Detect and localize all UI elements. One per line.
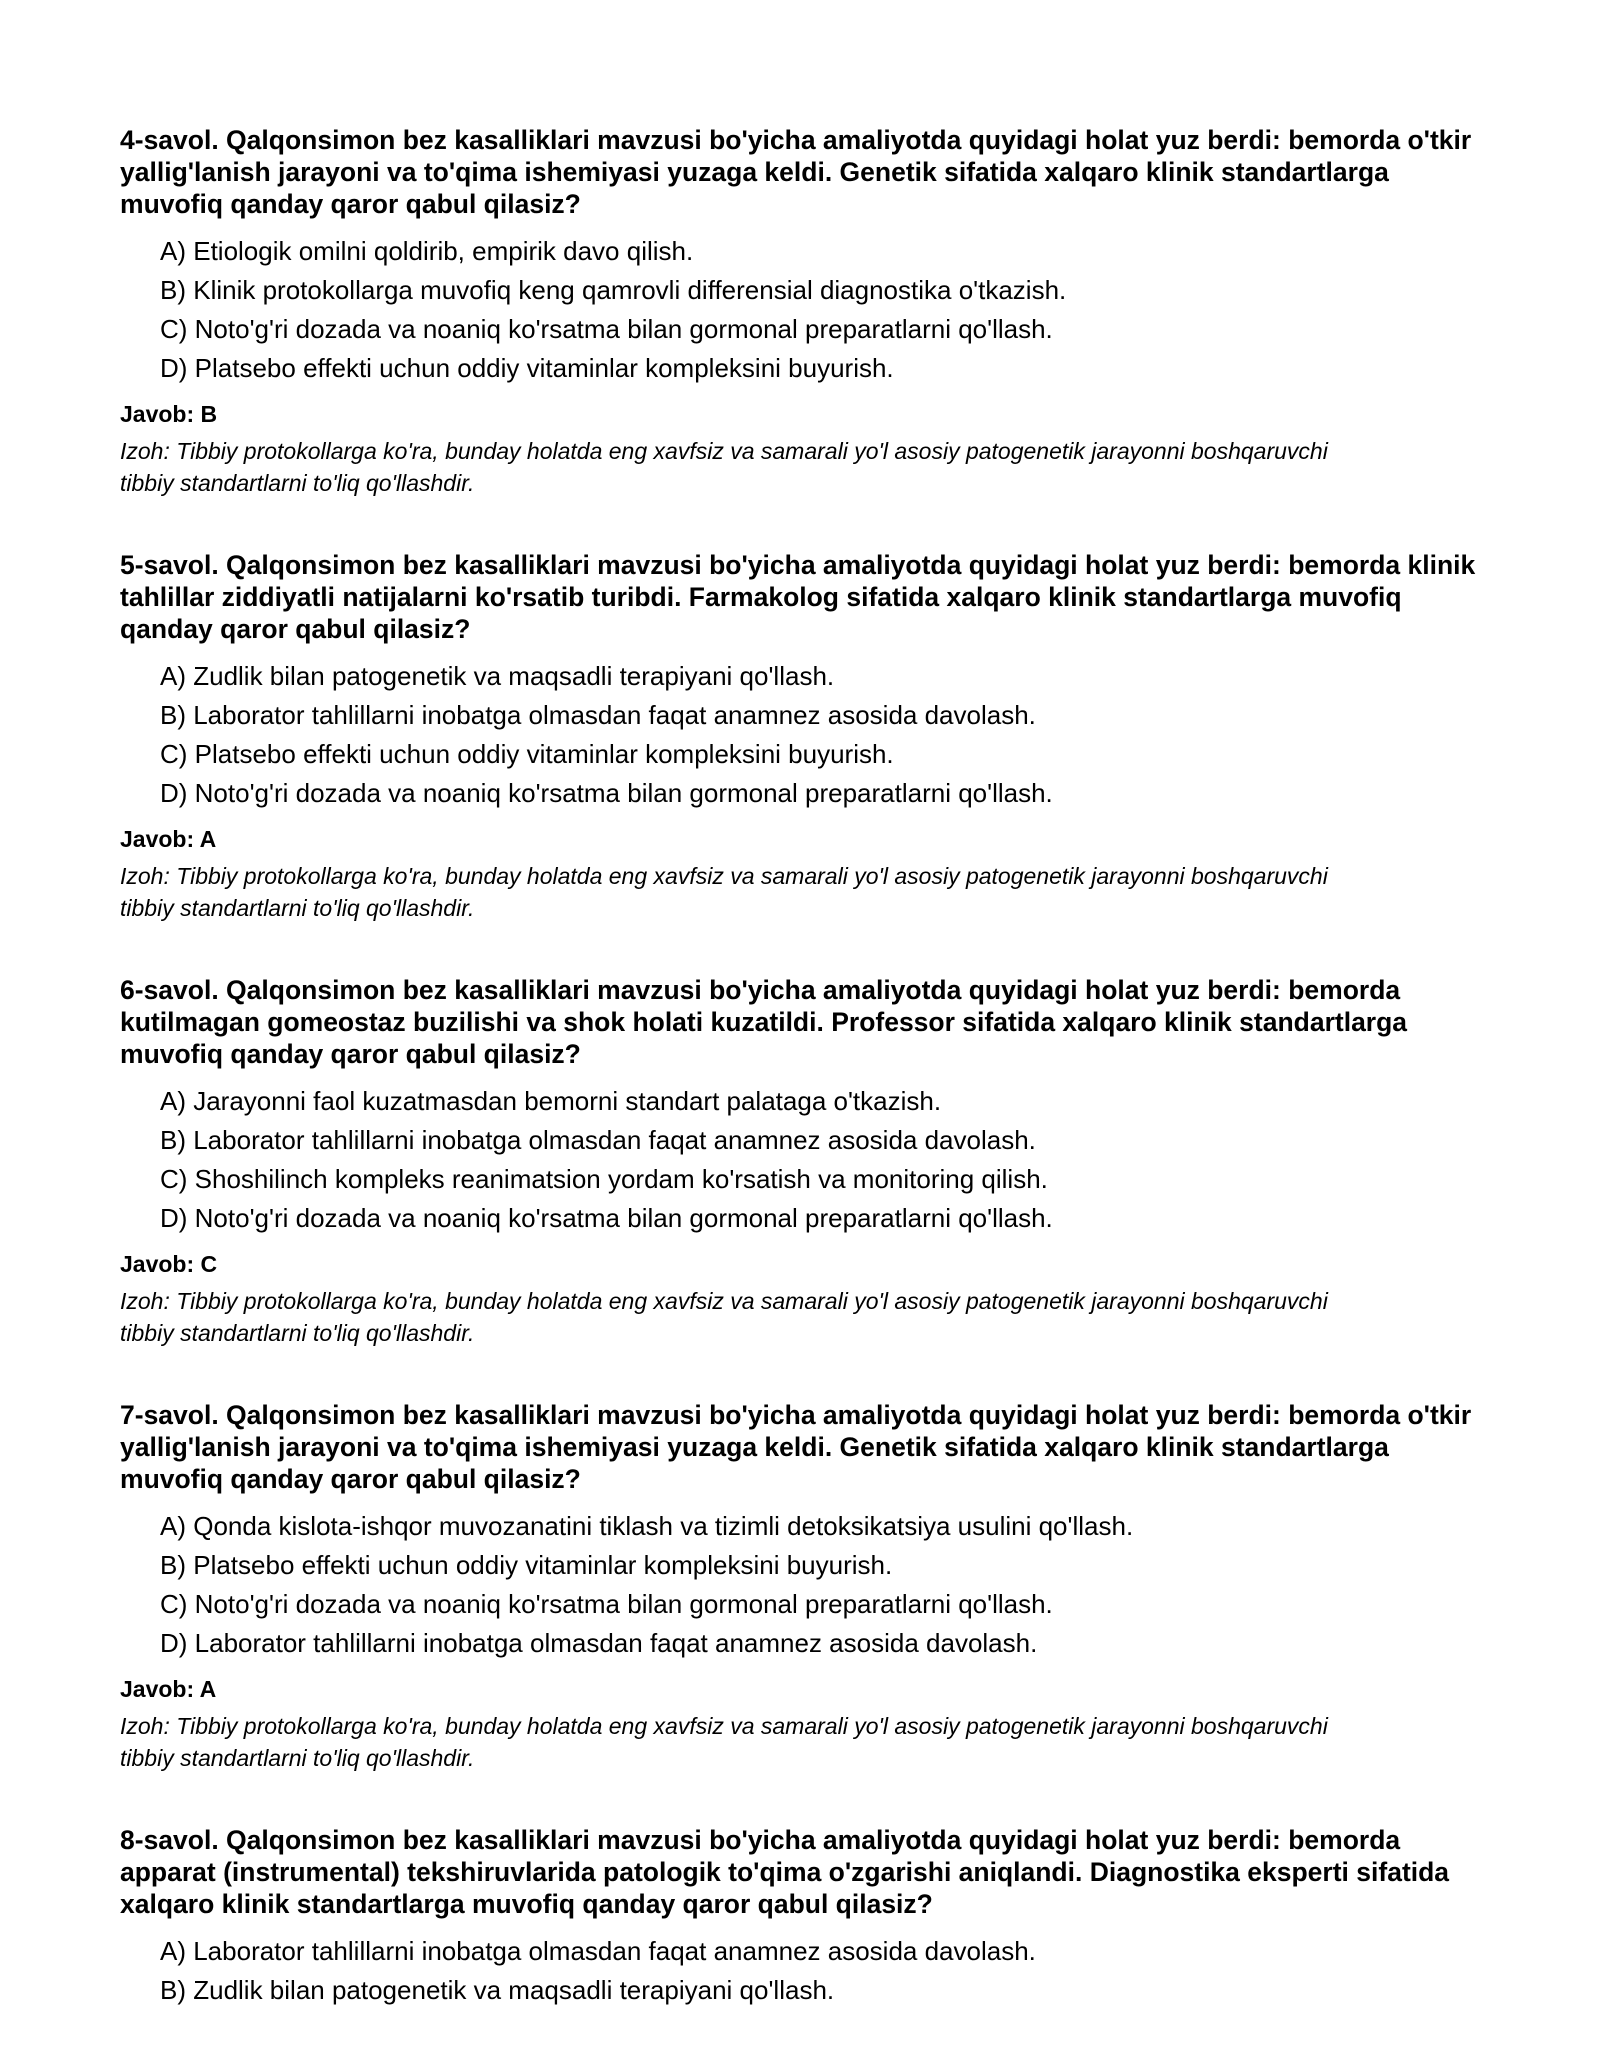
question-text: 8-savol. Qalqonsimon bez kasalliklari mavzusi bo'yicha amaliyotda quyidagi holat yuz berdi: bemorda apparat (instrumental) tekshiruvlarida patologik to'qima o'zgarishi aniqlandi. Diagnostika eksperti sifatida xalqaro klinik standartlarga muvofiq qanday qaror qabul qilasiz?: [120, 1825, 1450, 1919]
question-8: [120, 1824, 1490, 2010]
option-b: B) Laborator tahlillarni inobatga olmasdan faqat anamnez asosida davolash.: [160, 700, 1036, 730]
document-page: [120, 124, 1490, 2060]
question-text: 7-savol. Qalqonsimon bez kasalliklari mavzusi bo'yicha amaliyotda quyidagi holat yuz berdi: bemorda o'tkir yallig'lanish jarayoni va to'qima ishemiyasi yuzaga keldi. Genetik sifatida xalqaro klinik standartlarga muvofiq qanday qaror qabul qilasiz?: [120, 1400, 1472, 1494]
answer: Javob: A: [120, 826, 217, 852]
option-b: B) Klinik protokollarga muvofiq keng qamrovli differensial diagnostika o'tkazish.: [160, 275, 1067, 305]
option-a: A) Qonda kislota-ishqor muvozanatini tiklash va tizimli detoksikatsiya usulini qo'llash.: [160, 1511, 1134, 1541]
option-d: D) Platsebo effekti uchun oddiy vitaminlar kompleksini buyurish.: [160, 353, 894, 383]
option-b: B) Platsebo effekti uchun oddiy vitaminlar kompleksini buyurish.: [160, 1550, 893, 1580]
options-list: [120, 232, 1490, 388]
question-7: [120, 1399, 1490, 1774]
option-b: B) Laborator tahlillarni inobatga olmasdan faqat anamnez asosida davolash.: [160, 1125, 1036, 1155]
explanation-note: Izoh: Tibbiy protokollarga ko'ra, bunday holatda eng xavfsiz va samarali yo'l asosiy patogenetik jarayonni boshqaruvchi tibbiy standartlarni to'liq qo'llashdir.: [120, 863, 1328, 921]
question-text: 6-savol. Qalqonsimon bez kasalliklari mavzusi bo'yicha amaliyotda quyidagi holat yuz berdi: bemorda kutilmagan gomeostaz buzilishi va shok holati kuzatildi. Professor sifatida xalqaro klinik standartlarga muvofiq qanday qaror qabul qilasiz?: [120, 975, 1408, 1069]
question-5: [120, 549, 1490, 924]
explanation-note: Izoh: Tibbiy protokollarga ko'ra, bunday holatda eng xavfsiz va samarali yo'l asosiy patogenetik jarayonni boshqaruvchi tibbiy standartlarni to'liq qo'llashdir.: [120, 1713, 1328, 1771]
question-text: 5-savol. Qalqonsimon bez kasalliklari mavzusi bo'yicha amaliyotda quyidagi holat yuz berdi: bemorda klinik tahlillar ziddiyatli natijalarni ko'rsatib turibdi. Farmakolog sifatida xalqaro klinik standartlarga muvofiq qanday qaror qabul qilasiz?: [120, 550, 1476, 644]
answer: Javob: C: [120, 1251, 218, 1277]
option-c: C) Noto'g'ri dozada va noaniq ko'rsatma bilan gormonal preparatlarni qo'llash.: [160, 314, 1053, 344]
option-b: B) Zudlik bilan patogenetik va maqsadli terapiyani qo'llash.: [160, 1975, 835, 2005]
explanation-note: Izoh: Tibbiy protokollarga ko'ra, bunday holatda eng xavfsiz va samarali yo'l asosiy patogenetik jarayonni boshqaruvchi tibbiy standartlarni to'liq qo'llashdir.: [120, 438, 1328, 496]
question-6: [120, 974, 1490, 1349]
answer: Javob: A: [120, 1676, 217, 1702]
option-c: C) Platsebo effekti uchun oddiy vitaminlar kompleksini buyurish.: [160, 739, 894, 769]
option-d: D) Noto'g'ri dozada va noaniq ko'rsatma bilan gormonal preparatlarni qo'llash.: [160, 1203, 1053, 1233]
options-list: [120, 1932, 1490, 2010]
question-4: [120, 124, 1490, 499]
option-d: D) Noto'g'ri dozada va noaniq ko'rsatma bilan gormonal preparatlarni qo'llash.: [160, 778, 1053, 808]
explanation-note: Izoh: Tibbiy protokollarga ko'ra, bunday holatda eng xavfsiz va samarali yo'l asosiy patogenetik jarayonni boshqaruvchi tibbiy standartlarni to'liq qo'llashdir.: [120, 1288, 1328, 1346]
option-d: D) Laborator tahlillarni inobatga olmasdan faqat anamnez asosida davolash.: [160, 1628, 1038, 1658]
question-text: 4-savol. Qalqonsimon bez kasalliklari mavzusi bo'yicha amaliyotda quyidagi holat yuz berdi: bemorda o'tkir yallig'lanish jarayoni va to'qima ishemiyasi yuzaga keldi. Genetik sifatida xalqaro klinik standartlarga muvofiq qanday qaror qabul qilasiz?: [120, 125, 1472, 219]
options-list: [120, 657, 1490, 813]
answer: Javob: B: [120, 401, 218, 427]
option-a: A) Jarayonni faol kuzatmasdan bemorni standart palataga o'tkazish.: [160, 1086, 942, 1116]
option-c: C) Noto'g'ri dozada va noaniq ko'rsatma bilan gormonal preparatlarni qo'llash.: [160, 1589, 1053, 1619]
option-a: A) Etiologik omilni qoldirib, empirik davo qilish.: [160, 236, 694, 266]
option-a: A) Laborator tahlillarni inobatga olmasdan faqat anamnez asosida davolash.: [160, 1936, 1036, 1966]
option-c: C) Shoshilinch kompleks reanimatsion yordam ko'rsatish va monitoring qilish.: [160, 1164, 1048, 1194]
options-list: [120, 1507, 1490, 1663]
options-list: [120, 1082, 1490, 1238]
option-a: A) Zudlik bilan patogenetik va maqsadli terapiyani qo'llash.: [160, 661, 835, 691]
